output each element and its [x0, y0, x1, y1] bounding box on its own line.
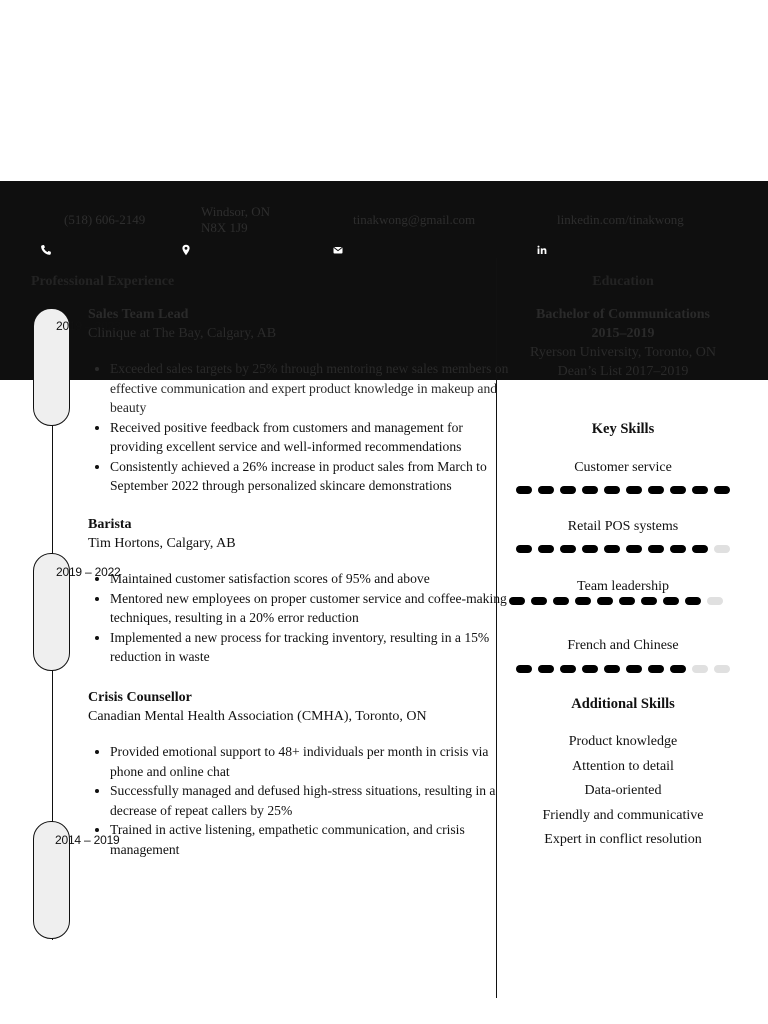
- skill-segment-filled: [648, 545, 664, 553]
- skill-segment-filled: [516, 665, 532, 673]
- skill-segment-filled: [685, 597, 701, 605]
- skill-segment-filled: [538, 665, 554, 673]
- skill-segment-filled: [516, 545, 532, 553]
- skill-segment-filled: [582, 486, 598, 494]
- bullet-item: • Trained in active listening, empathetic communication, and crisis management: [110, 820, 510, 859]
- bullet-item: • Mentored new employees on proper customer service and coffee-making techniques, resulting in a 20% error reduction: [110, 589, 510, 628]
- job-title: Sales Team Lead: [88, 307, 189, 322]
- skill-segment-filled: [538, 486, 554, 494]
- skill-segment-filled: [604, 545, 620, 553]
- skill-segment-filled: [531, 597, 547, 605]
- skill-segment-filled: [575, 597, 591, 605]
- skill-segment-filled: [538, 545, 554, 553]
- skill-segment-filled: [692, 486, 708, 494]
- bullet-item: • Exceeded sales targets by 25% through mentoring new sales members on effective communication and expert product knowledge in makeup and beauty: [110, 359, 510, 418]
- skill-segment-filled: [560, 545, 576, 553]
- job-title: Barista: [88, 517, 132, 532]
- skill-segment-filled: [670, 486, 686, 494]
- skill-segment-filled: [582, 545, 598, 553]
- key-skills-heading: Key Skills: [591, 421, 655, 437]
- contact-linkedin[interactable]: linkedin.com/tinakwong: [557, 212, 684, 227]
- phone-icon: [38, 242, 54, 258]
- skill-segment-filled: [626, 486, 642, 494]
- bullet-item: • Successfully managed and defused high-stress situations, resulting in a decrease of repeat callers by 25%: [110, 781, 510, 820]
- job-title: Crisis Counsellor: [88, 690, 192, 705]
- additional-skill-item: Attention to detail: [572, 759, 674, 774]
- additional-skill-item: Expert in conflict resolution: [544, 832, 702, 847]
- skill-segment-filled: [626, 665, 642, 673]
- skill-segment-filled: [604, 486, 620, 494]
- additional-skills-heading: Additional Skills: [571, 696, 675, 712]
- job-dates: 2019 – 2022: [56, 565, 121, 579]
- job-dates: 2019 – 2023: [56, 319, 121, 333]
- skill-name: Customer service: [574, 460, 672, 475]
- skill-segment-filled: [670, 545, 686, 553]
- bullet-item: • Provided emotional support to 48+ individuals per month in crisis via phone and online chat: [110, 742, 510, 781]
- skill-segment-filled: [670, 665, 686, 673]
- job-company: Tim Hortons, Calgary, AB: [88, 536, 236, 551]
- skill-segment-filled: [597, 597, 613, 605]
- education-school: Ryerson University, Toronto, ON: [530, 345, 716, 360]
- skill-segment-filled: [648, 665, 664, 673]
- education-honors: Dean’s List 2017–2019: [557, 364, 689, 379]
- bullet-item: • Consistently achieved a 26% increase in product sales from March to September 2022 through personalized skincare demonstrations: [110, 457, 510, 496]
- job-company: Clinique at The Bay, Calgary, AB: [88, 326, 277, 341]
- job-company: Canadian Mental Health Association (CMHA), Toronto, ON: [88, 709, 427, 724]
- job-bullets: [88, 569, 510, 667]
- contact-location: [201, 204, 270, 236]
- skill-segment-empty: [692, 665, 708, 673]
- skill-segment-filled: [692, 545, 708, 553]
- skill-segment-filled: [516, 486, 532, 494]
- skill-segment-empty: [714, 545, 730, 553]
- job-dates: 2014 – 2019: [55, 833, 120, 847]
- additional-skill-item: Data-oriented: [584, 783, 662, 798]
- bullet-item: • Implemented a new process for tracking inventory, resulting in a 15% reduction in waste: [110, 628, 510, 667]
- skill-segment-empty: [714, 665, 730, 673]
- skill-segment-filled: [553, 597, 569, 605]
- contact-email[interactable]: tinakwong@gmail.com: [353, 212, 476, 227]
- education-years: 2015–2019: [591, 326, 655, 341]
- skill-segment-filled: [560, 665, 576, 673]
- skill-segment-filled: [604, 665, 620, 673]
- skill-segment-filled: [619, 597, 635, 605]
- location-pin-icon: [178, 242, 194, 258]
- skill-segment-filled: [648, 486, 664, 494]
- bullet-item: • Received positive feedback from customers and management for providing excellent service and well-informed recommendations: [110, 418, 510, 457]
- skill-name: Retail POS systems: [567, 519, 679, 534]
- skill-segment-filled: [626, 545, 642, 553]
- linkedin-icon[interactable]: [534, 242, 550, 258]
- skill-segment-filled: [641, 597, 657, 605]
- skill-segment-filled: [509, 597, 525, 605]
- envelope-icon: [330, 242, 346, 258]
- additional-skill-item: Product knowledge: [568, 734, 678, 749]
- skill-segment-filled: [714, 486, 730, 494]
- bullet-item: • Maintained customer satisfaction scores of 95% and above: [110, 569, 510, 589]
- contact-phone: (518) 606-2149: [64, 212, 146, 227]
- skill-segment-filled: [560, 486, 576, 494]
- education-degree: Bachelor of Communications: [536, 307, 710, 322]
- skill-name: French and Chinese: [567, 638, 679, 653]
- skill-segment-filled: [582, 665, 598, 673]
- job-bullets: [88, 742, 510, 859]
- contact-location-line2: N8X 1J9: [201, 220, 248, 235]
- skill-name: Team leadership: [577, 579, 669, 594]
- skill-segment-filled: [663, 597, 679, 605]
- experience-heading: Professional Experience: [31, 274, 175, 289]
- skill-segment-empty: [707, 597, 723, 605]
- contact-location-line1: Windsor, ON: [201, 204, 271, 219]
- education-heading: Education: [592, 274, 654, 289]
- job-bullets: [88, 359, 510, 496]
- additional-skill-item: Friendly and communicative: [542, 808, 704, 823]
